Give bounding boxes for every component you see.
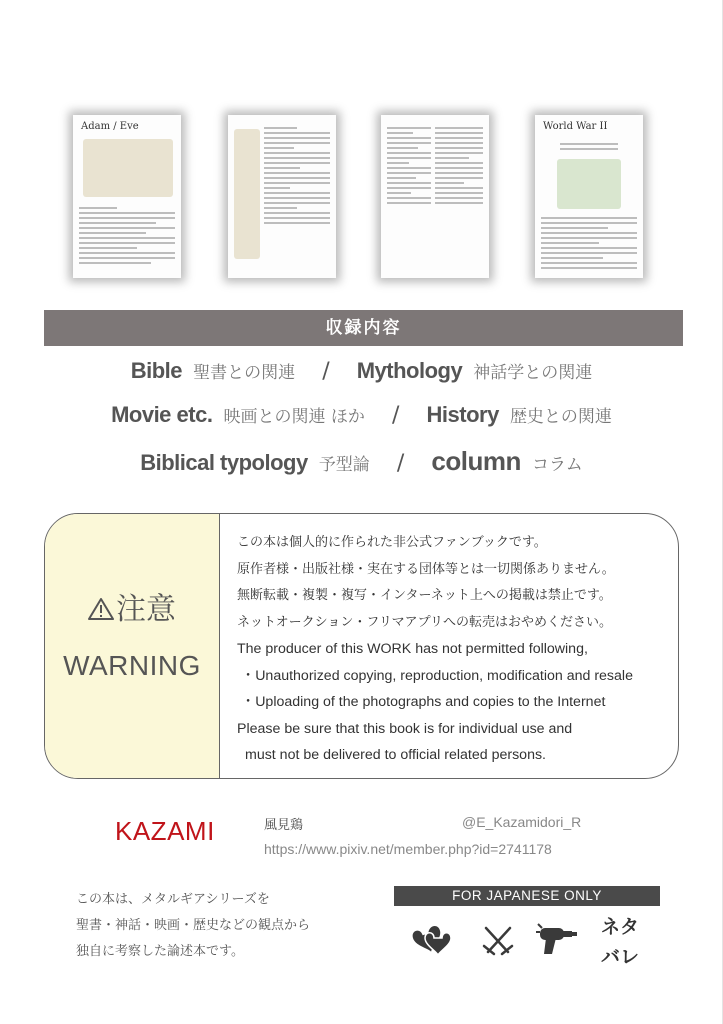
warning-label-panel bbox=[45, 514, 220, 778]
thumbnail-illustration bbox=[557, 159, 621, 209]
author-handle-link[interactable]: @E_Kazamidori_R bbox=[462, 814, 582, 830]
category-row-3 bbox=[0, 446, 723, 477]
warning-line: Please be sure that this book is for individual use and bbox=[237, 720, 573, 737]
thumbnail-title: Adam / Eve bbox=[81, 121, 139, 132]
separator: / bbox=[392, 403, 400, 428]
warning-title-en: WARNING bbox=[63, 650, 201, 681]
thumbnail-adam-eve[interactable] bbox=[73, 115, 181, 278]
thumbnail-page-3[interactable] bbox=[381, 115, 489, 278]
warning-text bbox=[237, 530, 633, 769]
category-history: History bbox=[426, 402, 499, 427]
category-mythology-jp: 神話学との関連 bbox=[473, 363, 593, 383]
thumbnail-text-block bbox=[264, 127, 330, 227]
warning-triangle-icon bbox=[88, 597, 114, 621]
contents-header-band: 収録内容 bbox=[44, 310, 683, 346]
warning-line: ・Uploading of the photographs and copies to the Internet bbox=[241, 694, 606, 710]
warning-line: この本は個人的に作られた非公式ファンブックです。 bbox=[237, 535, 547, 550]
ray-gun-icon bbox=[536, 920, 580, 960]
warning-line: The producer of this WORK has not permitted following, bbox=[237, 641, 588, 657]
warning-line: must not be delivered to official related persons. bbox=[245, 747, 546, 763]
category-movie: Movie etc. bbox=[111, 402, 213, 427]
hearts-icon bbox=[412, 922, 456, 960]
crossed-swords-icon bbox=[480, 924, 516, 960]
thumbnail-title: World War II bbox=[543, 121, 608, 132]
spoiler-line: バレ bbox=[601, 946, 640, 968]
category-biblical-typology-jp: 予型論 bbox=[318, 455, 370, 475]
japanese-only-banner: FOR JAPANESE ONLY bbox=[394, 886, 660, 906]
thumbnail-illustration bbox=[83, 139, 173, 197]
warning-line: 無断転載・複製・複写・インターネット上への掲載は禁止です。 bbox=[237, 588, 612, 603]
warning-line: 原作者様・出版社様・実在する団体等とは一切関係ありません。 bbox=[237, 561, 615, 577]
category-row-2 bbox=[0, 402, 723, 428]
thumbnail-text-block-top bbox=[541, 143, 637, 153]
thumbnail-text-block bbox=[79, 207, 175, 267]
category-mythology: Mythology bbox=[356, 358, 463, 383]
warning-line: ・Unauthorized copying, reproduction, modification and resale bbox=[241, 667, 633, 684]
category-column: column bbox=[431, 446, 521, 476]
category-biblical-typology: Biblical typology bbox=[140, 450, 308, 475]
warning-line: ネットオークション・フリマアプリへの転売はおやめください。 bbox=[237, 614, 613, 630]
warning-title-jp bbox=[45, 584, 219, 628]
category-bible-jp: 聖書との関連 bbox=[193, 363, 296, 383]
author-name: 風見鶏 bbox=[264, 818, 304, 833]
book-description bbox=[76, 887, 310, 965]
thumbnail-page-2[interactable] bbox=[228, 115, 336, 278]
category-movie-jp: 映画との関連 ほか bbox=[223, 407, 365, 427]
spoiler-line: ネタ bbox=[601, 916, 640, 938]
thumbnail-text-column-right bbox=[435, 127, 483, 207]
warning-title-text: 注意 bbox=[116, 592, 176, 627]
category-column-jp: コラム bbox=[531, 455, 583, 475]
author-logo: KAZAMI bbox=[115, 816, 215, 846]
category-row-1 bbox=[0, 358, 723, 384]
thumbnail-text-block bbox=[541, 217, 637, 272]
description-line: 独自に考察した論述本です。 bbox=[76, 944, 244, 959]
author-url-link[interactable]: https://www.pixiv.net/member.php?id=2741178 bbox=[264, 841, 552, 857]
description-line: この本は、メタルギアシリーズを bbox=[76, 892, 270, 907]
spoiler-label bbox=[601, 912, 639, 972]
description-line: 聖書・神話・映画・歴史などの観点から bbox=[76, 918, 311, 933]
separator: / bbox=[396, 451, 405, 476]
thumbnail-illustration bbox=[234, 129, 260, 259]
category-bible: Bible bbox=[130, 358, 182, 383]
thumbnail-world-war-ii[interactable] bbox=[535, 115, 643, 278]
separator: / bbox=[322, 359, 330, 384]
warning-box bbox=[44, 513, 679, 779]
category-history-jp: 歴史との関連 bbox=[509, 407, 612, 427]
thumbnail-text-column-left bbox=[387, 127, 431, 207]
